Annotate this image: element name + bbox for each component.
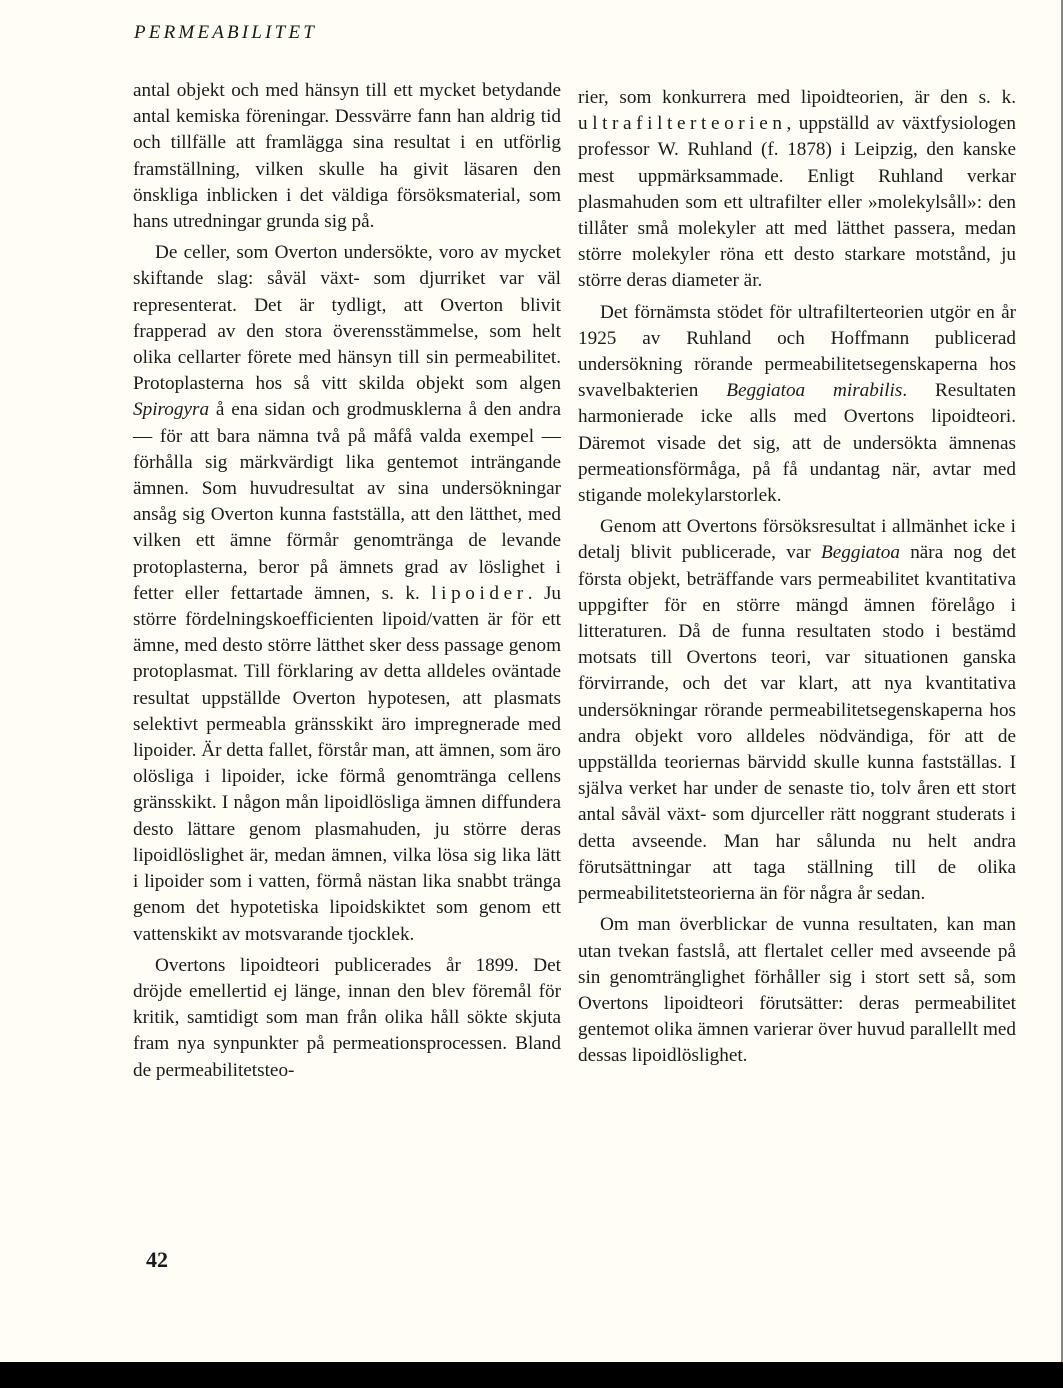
text-run: å ena sidan och grodmusklerna å den andra — för att bara nämna två på måfå valda exempel — förhålla sig märkvärdigt lika gentemot inträngande ämnen. Som huvudresultat av sina undersökningar ansåg sig Overton kunna fastställa, att den lätthet, med vilken ett ämne förmår genomtränga de levande protoplasterna, beror på ämnets grad av löslighet i fetter eller fettartade ämnen, s. k. — [133, 399, 561, 604]
paragraph — [578, 514, 1016, 907]
text-run: De celler, som Overton undersökte, voro av mycket skiftande slag: såväl växt- som djurriket var väl representerat. Det är tydligt, att Overton blivit frapperad av den stora överensstämmelse, som helt olika cellarter förete med hänsyn till sin permeabilitet. Protoplasterna hos så vitt skilda objekt som algen — [133, 242, 561, 395]
spaced-term: lipoider — [431, 582, 528, 604]
paragraph: antal objekt och med hänsyn till ett mycket betydande antal kemiska föreningar. Dessvärre fann han aldrig tid och tillfälle att framlägga sina resultat i en utförlig framställning, vilken skulle ha givit läsaren den önskliga inblicken i det väldiga försöksmaterial, som hans utredningar grunda sig på. — [133, 80, 561, 233]
text-run: rier, som konkurrera med lipoidteorien, är den s. k. — [578, 87, 1016, 108]
paragraph — [578, 85, 1016, 295]
running-head: PERMEABILITET — [134, 22, 318, 43]
paragraph — [133, 240, 561, 947]
italic-term: Beggiatoa — [821, 542, 900, 564]
italic-term: Spirogyra — [133, 399, 210, 421]
text-run: , uppställd av växtfysiologen professor W. Ruhland (f. 1878) i Leipzig, den kanske mest uppmärksammade. Enligt Ruhland verkar plasmahuden som ett ultrafilter eller »molekylsåll»: den tillåter små molekyler att med lätthet passera, medan större molekyler röna ett desto starkare motstånd, ju större deras diameter är. — [578, 113, 1016, 292]
right-column — [578, 85, 1016, 1070]
text-run: . Resultaten harmonierade icke alls med Overtons lipoidteori. Däremot visade det sig, att de undersökta ämnenas permeationsförmåga, på få undantag när, avtar med stigande molekylarstorlek. — [578, 380, 1016, 507]
text-run: Genom att Overtons försöksresultat i allmänhet icke i detalj blivit publicerade, var — [578, 516, 1016, 564]
left-column — [133, 78, 561, 1084]
text-run: . Ju större fördelningskoefficienten lipoid/vatten är för ett ämne, med desto större lätthet sker dess passage genom protoplasmat. Till förklaring av detta alldeles oväntade resultat uppställde Overton hypotesen, att plasmats selektivt permeabla gränsskikt äro impregnerade med lipoider. Är detta fallet, förstår man, att ämnen, som äro olösliga i lipoider, icke förmå genomtränga cellens gränsskikt. I någon mån lipoidlösliga ämnen diffundera desto lättare genom plasmahuden, ju större deras lipoidlöslighet är, medan ämnen, vilka lösa sig lika lätt i lipoider som i vatten, förmå nästan lika snabbt tränga genom det hypotetiska lipoidskiktet som genom ett vattenskikt av motsvarande tjocklek. — [133, 582, 561, 945]
italic-term: Beggiatoa mirabilis — [726, 380, 903, 402]
spaced-term: ultrafilterteorien — [578, 113, 787, 135]
paragraph — [578, 300, 1016, 510]
text-run: nära nog det första objekt, beträffande vars permeabilitet kvantitativa uppgifter för en större mängd ämnen förelågo i litteraturen. Då de funna resultaten stodo i bestämd motsats till Overtons teori, var situationen ganska förvirrande, och det var klart, att nya kvantitativa undersökningar rörande permeabilitetsegenskaperna hos andra objekt voro alldeles nödvändiga, för att de uppställda teoriernas bärvidd skulle kunna fastställas. I själva verket har under de senaste tio, tolv åren ett stort antal såväl växt- som djurceller rätt noggrant studerats i detta avseende. Man har sålunda nu helt andra förutsättningar att taga ställning till de olika permeabilitetsteorierna än för några år sedan. — [578, 542, 1016, 905]
text-run: Det förnämsta stödet för ultrafilterteorien utgör en år 1925 av Ruhland och Hoffmann publicerad undersökning rörande permeabilitetsegenskaperna hos svavelbakterien — [578, 301, 1016, 402]
paragraph: Om man överblickar de vunna resultaten, kan man utan tvekan fastslå, att flertalet celler med avseende på sin genomtränglighet förhåller sig i stort sett så, som Overtons lipoidteori förutsätter: deras permeabilitet gentemot olika ämnen varierar över huvud parallellt med dessas lipoidlöslighet. — [578, 914, 1016, 1067]
paragraph: Overtons lipoidteori publicerades år 1899. Det dröjde emellertid ej länge, innan den blev föremål för kritik, samtidigt som man från olika håll sökte skjuta fram nya synpunkter på permeationsprocessen. Bland de permeabilitetsteo- — [133, 954, 561, 1081]
page-number: 42 — [146, 1247, 168, 1272]
